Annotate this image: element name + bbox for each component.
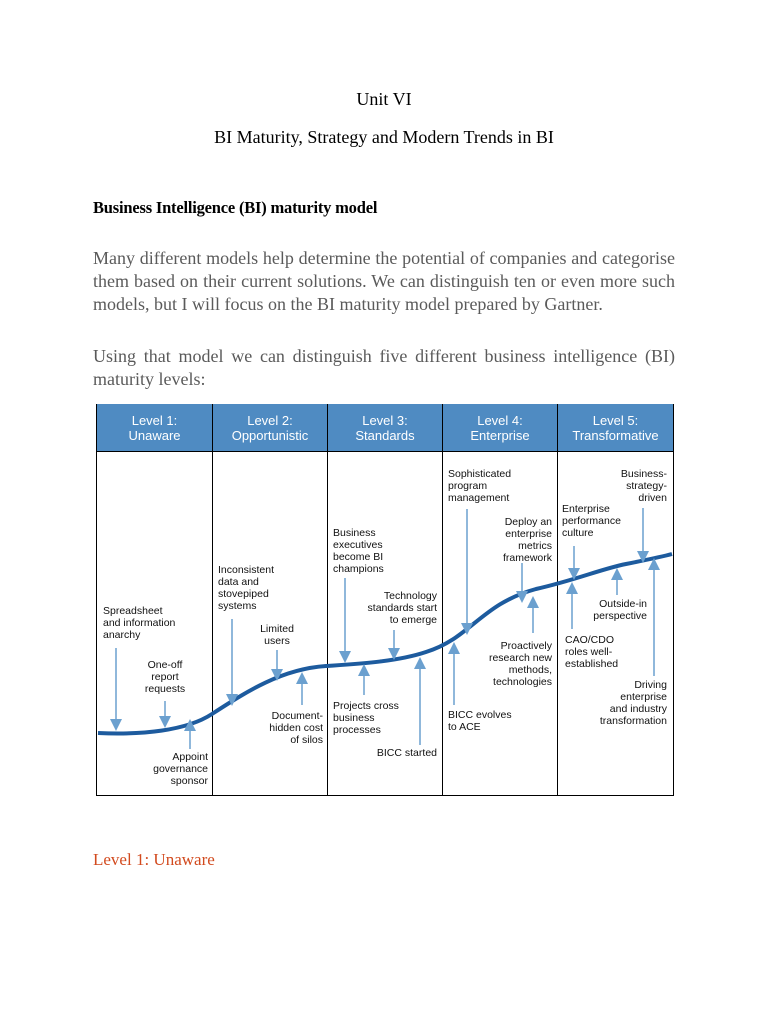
label-cao-cdo-roles: CAO/CDO roles well- established (565, 634, 619, 670)
level-1-heading: Level 1: Unaware (93, 850, 215, 869)
label-outside-in: Outside-in perspective (593, 598, 647, 622)
level-1-number: Level 1: (131, 412, 178, 428)
label-bicc-evolves: BICC evolves to ACE (448, 709, 512, 733)
level-5-header (558, 404, 673, 451)
label-enterprise-performance: Enterprise performance culture (562, 503, 621, 539)
level-3-name: Standards (355, 427, 415, 443)
level-4-header (443, 404, 557, 451)
label-driving-transformation: Driving enterprise and industry transformation (599, 679, 667, 727)
level-5-name: Transformative (572, 427, 659, 443)
section-heading: Business Intelligence (BI) maturity model (93, 198, 378, 217)
levels-intro-paragraph: Using that model we can distinguish five different business intelligence (BI) maturity levels: (93, 346, 675, 389)
label-business-strategy: Business- strategy- driven (620, 468, 667, 504)
document-subtitle: BI Maturity, Strategy and Modern Trends in BI (214, 127, 554, 147)
label-spreadsheet-anarchy: Spreadsheet and information anarchy (103, 605, 176, 641)
label-appoint-sponsor: Appoint governance sponsor (153, 751, 208, 787)
intro-paragraph: Many different models help determine the potential of companies and categorise them based on their current solutions. We can distinguish ten or even more such models, but I will focus on the BI maturity model prepared by Gartner. (93, 248, 675, 314)
label-deploy-metrics: Deploy an enterprise metrics framework (502, 516, 552, 564)
level-1-header (97, 404, 212, 451)
level-4-name: Enterprise (470, 427, 530, 443)
level-2-header (213, 404, 327, 451)
label-technology-standards: Technology standards start to emerge (367, 590, 437, 626)
label-proactively-research: Proactively research new methods, technologies (488, 640, 552, 688)
label-sophisticated-program: Sophisticated program management (448, 468, 512, 504)
level-3-number: Level 3: (362, 412, 408, 428)
level-1-name: Unaware (128, 427, 181, 443)
bi-maturity-diagram (96, 404, 674, 796)
label-business-executives: Business executives become BI champions (333, 527, 384, 575)
label-inconsistent-data: Inconsistent data and stovepiped systems (218, 564, 275, 612)
unit-title: Unit VI (356, 89, 412, 109)
level-3-header (328, 404, 442, 451)
label-projects-cross: Projects cross business processes (333, 700, 399, 736)
label-one-off-reports: One-off report requests (144, 659, 186, 695)
label-document-hidden-cost: Document- hidden cost of silos (269, 710, 323, 746)
level-2-number: Level 2: (247, 412, 293, 428)
level-5-number: Level 5: (592, 412, 639, 428)
label-bicc-started: BICC started (376, 747, 437, 759)
label-limited-users: Limited users (260, 623, 294, 647)
level-4-number: Level 4: (477, 412, 523, 428)
level-2-name: Opportunistic (231, 427, 309, 443)
